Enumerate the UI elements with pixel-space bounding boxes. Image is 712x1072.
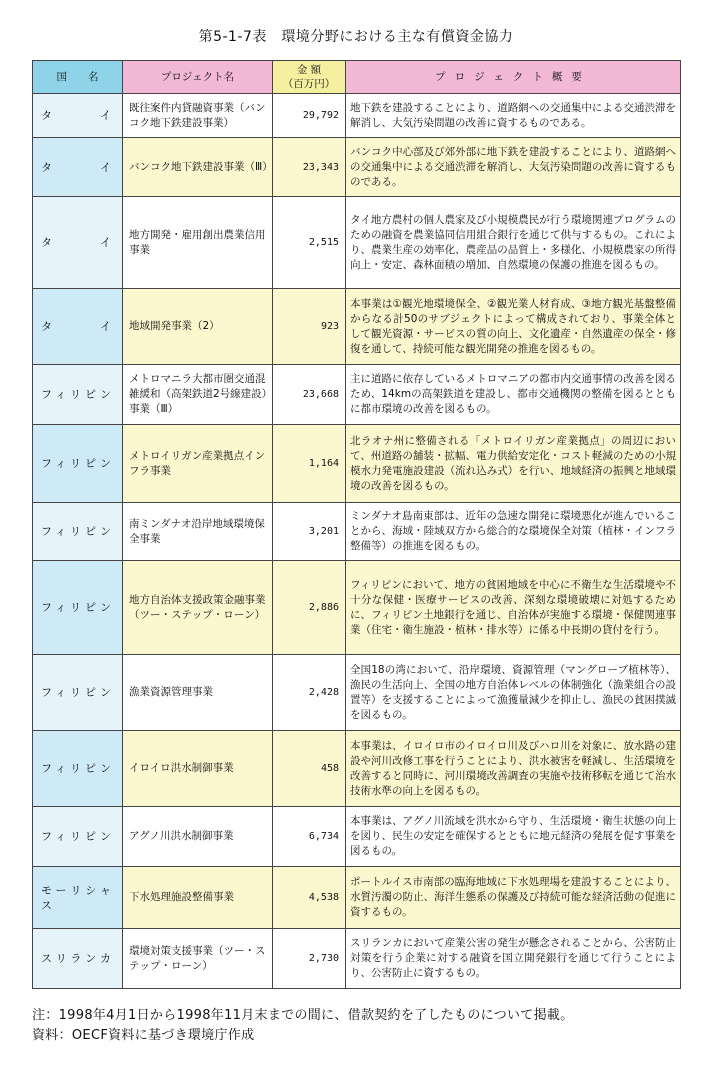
project-cell: 地方開発・雇用創出農業信用事業 [123, 197, 273, 289]
project-cell: 漁業資源管理事業 [123, 655, 273, 731]
header-amount-line2: （百万円） [282, 78, 336, 90]
country-cell: フィリピン [33, 807, 123, 867]
summary-cell: 本事業は、イロイロ市のイロイロ川及びハロ川を対象に、放水路の建設や河川改修工事を行うことにより、洪水被害を軽減し、生活環境を改善すると同時に、河川環境改善調査の実施や技術移転を通じて治水技術水準の向上を図るもの。 [346, 731, 681, 807]
summary-cell: ポートルイス市南部の臨海地域に下水処理場を建設することにより、水質汚濁の防止、海洋生態系の保護及び持続可能な経済活動の促進に資するもの。 [346, 867, 681, 929]
project-cell: 南ミンダナオ沿岸地域環境保全事業 [123, 503, 273, 561]
summary-cell: ミンダナオ島南東部は、近年の急速な開発に環境悪化が進んでいることから、海域・陸域双方から総合的な環境保全対策（植林・インフラ整備等）の推進を図るもの。 [346, 503, 681, 561]
table-title: 第5-1-7表 環境分野における主な有償資金協力 [198, 29, 514, 45]
country-cell: フィリピン [33, 731, 123, 807]
country-cell: タイ [33, 138, 123, 197]
table-row [33, 731, 681, 807]
amount-cell: 2,428 [273, 655, 346, 731]
table-row [33, 138, 681, 197]
table-row [33, 807, 681, 867]
table-body [33, 94, 681, 989]
amount-cell: 3,201 [273, 503, 346, 561]
summary-cell: 主に道路に依存しているメトロマニアの都市内交通事情の改善を図るため、14kmの高架鉄道を建設し、都市交通機関の整備を図るとともに都市環境の改善を図るもの。 [346, 365, 681, 425]
footnote-source: 資料：OECF資料に基づき環境庁作成 [32, 1028, 255, 1043]
project-cell: 地方自治体支援政策金融事業（ツー・ステップ・ローン） [123, 561, 273, 655]
project-cell: 地域開発事業（2） [123, 289, 273, 365]
amount-cell: 23,668 [273, 365, 346, 425]
table-row [33, 425, 681, 503]
country-cell: フィリピン [33, 365, 123, 425]
amount-cell: 29,792 [273, 94, 346, 138]
table-row [33, 503, 681, 561]
table-row [33, 655, 681, 731]
project-cell: 既往案件内貸融資事業（バンコク地下鉄建設事業） [123, 94, 273, 138]
summary-cell: 本事業は①観光地環境保全、②観光業人材育成、③地方観光基盤整備からなる計50のサブジェクトによって構成されており、事業全体として観光資源・サービスの質の向上、文化遺産・自然遺産の保全・修復を通して、持続可能な観光開発の推進を図るもの。 [346, 289, 681, 365]
amount-cell: 923 [273, 289, 346, 365]
project-cell: 下水処理施設整備事業 [123, 867, 273, 929]
country-cell: タイ [33, 94, 123, 138]
project-cell: 環境対策支援事業（ツー・ステップ・ローン） [123, 929, 273, 989]
project-cell: アグノ川洪水制御事業 [123, 807, 273, 867]
country-cell: フィリピン [33, 655, 123, 731]
header-amount-line1: 金 額 [296, 64, 322, 76]
footnote-note: 注：1998年4月1日から1998年11月末までの間に、借款契約を了したものについて掲載。 [32, 1008, 574, 1023]
summary-cell: 北ラオナ州に整備される「メトロイリガン産業拠点」の周辺において、州道路の舗装・拡幅、電力供給安定化・コスト軽減のための小規模水力発電施設建設（流れ込み式）を行い、地域経済の振興と地域環境の改善を図るもの。 [346, 425, 681, 503]
summary-cell: スリランカにおいて産業公害の発生が懸念されることから、公害防止対策を行う企業に対する融資を国立開発銀行を通じて行うことにより、公害防止に資するもの。 [346, 929, 681, 989]
country-cell: モーリシャス [33, 867, 123, 929]
table-row [33, 561, 681, 655]
summary-cell: フィリピンにおいて、地方の貧困地域を中心に不衛生な生活環境や不十分な保健・医療サービスの改善、深刻な環境破壊に対処するために、フィリピン土地銀行を通じ、自治体が実施する環境・保健関連事業（住宅・衛生施設・植林・排水等）に係る中長期の貸付を行う。 [346, 561, 681, 655]
summary-cell: 本事業は、アグノ川流域を洪水から守り、生活環境・衛生状態の向上を図り、民生の安定を確保するとともに地元経済の発展を促す事業を図るもの。 [346, 807, 681, 867]
summary-cell: 地下鉄を建設することにより、道路網への交通集中による交通渋滞を解消し、大気汚染問題の改善に資するものである。 [346, 94, 681, 138]
table-row [33, 365, 681, 425]
amount-cell: 6,734 [273, 807, 346, 867]
project-cell: バンコク地下鉄建設事業（Ⅲ） [123, 138, 273, 197]
country-cell: フィリピン [33, 503, 123, 561]
country-cell: フィリピン [33, 561, 123, 655]
header-row [33, 61, 681, 94]
loan-table [32, 60, 681, 989]
country-cell: タイ [33, 289, 123, 365]
project-cell: メトロイリガン産業拠点インフラ事業 [123, 425, 273, 503]
amount-cell: 2,730 [273, 929, 346, 989]
amount-cell: 23,343 [273, 138, 346, 197]
table-row [33, 867, 681, 929]
amount-cell: 2,515 [273, 197, 346, 289]
amount-cell: 458 [273, 731, 346, 807]
table-row [33, 197, 681, 289]
summary-cell: タイ地方農村の個人農家及び小規模農民が行う環境関連プログラムのための融資を農業協同信用組合銀行を通じて供与するもの。これにより、農業生産の効率化、農産品の品質上・多様化、小規模農家の所得向上・安定、森林面積の増加、自然環境の保護の推進を図るもの。 [346, 197, 681, 289]
summary-cell: バンコク中心部及び郊外部に地下鉄を建設することにより、道路網への交通集中による交通渋滞を解消し、大気汚染問題の改善に資するものである。 [346, 138, 681, 197]
amount-cell: 2,886 [273, 561, 346, 655]
table-row [33, 929, 681, 989]
country-cell: タイ [33, 197, 123, 289]
amount-cell: 1,164 [273, 425, 346, 503]
project-cell: イロイロ洪水制御事業 [123, 731, 273, 807]
header-country: 国 名 [33, 61, 123, 94]
footnotes [32, 1006, 574, 1046]
country-cell: フィリピン [33, 425, 123, 503]
table-row [33, 289, 681, 365]
summary-cell: 全国18の湾において、沿岸環境、資源管理（マングローブ植林等）、漁民の生活向上、全国の地方自治体レベルの体制強化（漁業組合の設置等）を支援することによって漁獲量減少を抑止し、漁民の貧困撲滅を図るもの。 [346, 655, 681, 731]
header-summary: プロジェクト概要 [346, 61, 681, 94]
table-row [33, 94, 681, 138]
header-project: プロジェクト名 [123, 61, 273, 94]
project-cell: メトロマニラ大都市圏交通混雑緩和（高架鉄道2号線建設）事業（Ⅲ） [123, 365, 273, 425]
header-amount [273, 61, 346, 94]
amount-cell: 4,538 [273, 867, 346, 929]
country-cell: スリランカ [33, 929, 123, 989]
